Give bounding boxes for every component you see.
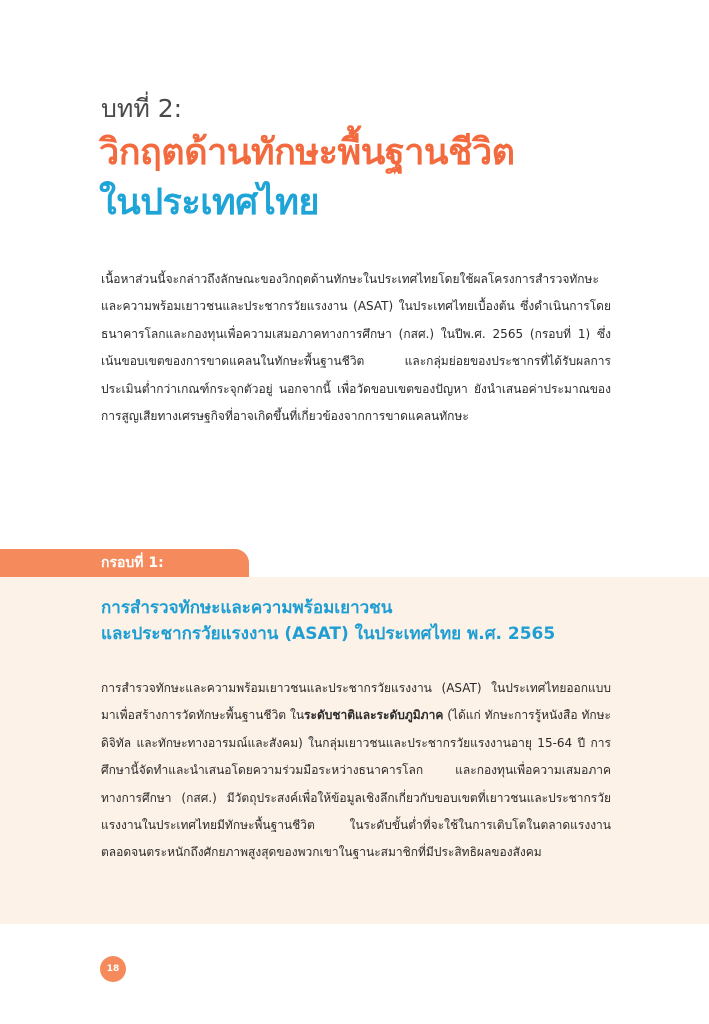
chapter-label: บทที่ 2:	[101, 94, 183, 123]
box-body-bold: ระดับชาติและระดับภูมิภาค	[304, 708, 444, 723]
info-box	[0, 577, 709, 924]
chapter-title-line2: ในประเทศไทย	[99, 182, 320, 223]
box-body-part1: การสำรวจทักษะและความพร้อมเยาวชนและประชากรวัยแรงงาน (ASAT) ในประเทศไทยออกแบบมาเพื่อสร้างการวัดทักษะพื้นฐานชีวิต ใน	[101, 681, 611, 723]
box-tab	[0, 549, 249, 577]
box-tab-label: กรอบที่ 1:	[101, 555, 164, 571]
box-body-paragraph	[101, 675, 611, 867]
intro-paragraph: เนื้อหาส่วนนี้จะกล่าวถึงลักษณะของวิกฤตด้านทักษะในประเทศไทยโดยใช้ผลโครงการสำรวจทักษะและความพร้อมเยาวชนและประชากรวัยแรงงาน (ASAT) ในประเทศไทยเบื้องต้น ซึ่งดำเนินการโดยธนาคารโลกและกองทุนเพื่อความเสมอภาคทางการศึกษา (กสศ.) ในปีพ.ศ. 2565 (กรอบที่ 1) ซึ่งเน้นขอบเขตของการขาดแคลนในทักษะพื้นฐานชีวิต และกลุ่มย่อยของประชากรที่ได้รับผลการประเมินต่ำกว่าเกณฑ์กระจุกตัวอยู่ นอกจากนี้ เพื่อวัดขอบเขตของปัญหา ยังนำเสนอค่าประมาณของการสูญเสียทางเศรษฐกิจที่อาจเกิดขึ้นที่เกี่ยวข้องจากการขาดแคลนทักษะ	[101, 272, 611, 424]
box-body-part2: (ได้แก่ ทักษะการรู้หนังสือ ทักษะดิจิทัล และทักษะทางอารมณ์และสังคม) ในกลุ่มเยาวชนและประชากรวัยแรงงานอายุ 15-64 ปี การศึกษานี้จัดทำและนำเสนอโดยความร่วมมือระหว่างธนาคารโลก และกองทุนเพื่อความเสมอภาคทางการศึกษา (กสศ.) มีวัตถุประสงค์เพื่อให้ข้อมูลเชิงลึกเกี่ยวกับขอบเขตที่เยาวชนและประชากรวัยแรงงานในประเทศไทยมีทักษะพื้นฐานชีวิต ในระดับขั้นต่ำที่จะใช้ในการเติบโตในตลาดแรงงาน ตลอดจนตระหนักถึงศักยภาพสูงสุดของพวกเขาในฐานะสมาชิกที่มีประสิทธิผลของสังคม	[101, 708, 611, 860]
page-number: 18	[100, 956, 126, 982]
box-heading-line2: และประชากรวัยแรงงาน (ASAT) ในประเทศไทย พ.ศ. 2565	[101, 624, 556, 644]
chapter-title-line1: วิกฤตด้านทักษะพื้นฐานชีวิต	[99, 132, 515, 173]
box-heading-line1: การสำรวจทักษะและความพร้อมเยาวชน	[101, 598, 393, 618]
